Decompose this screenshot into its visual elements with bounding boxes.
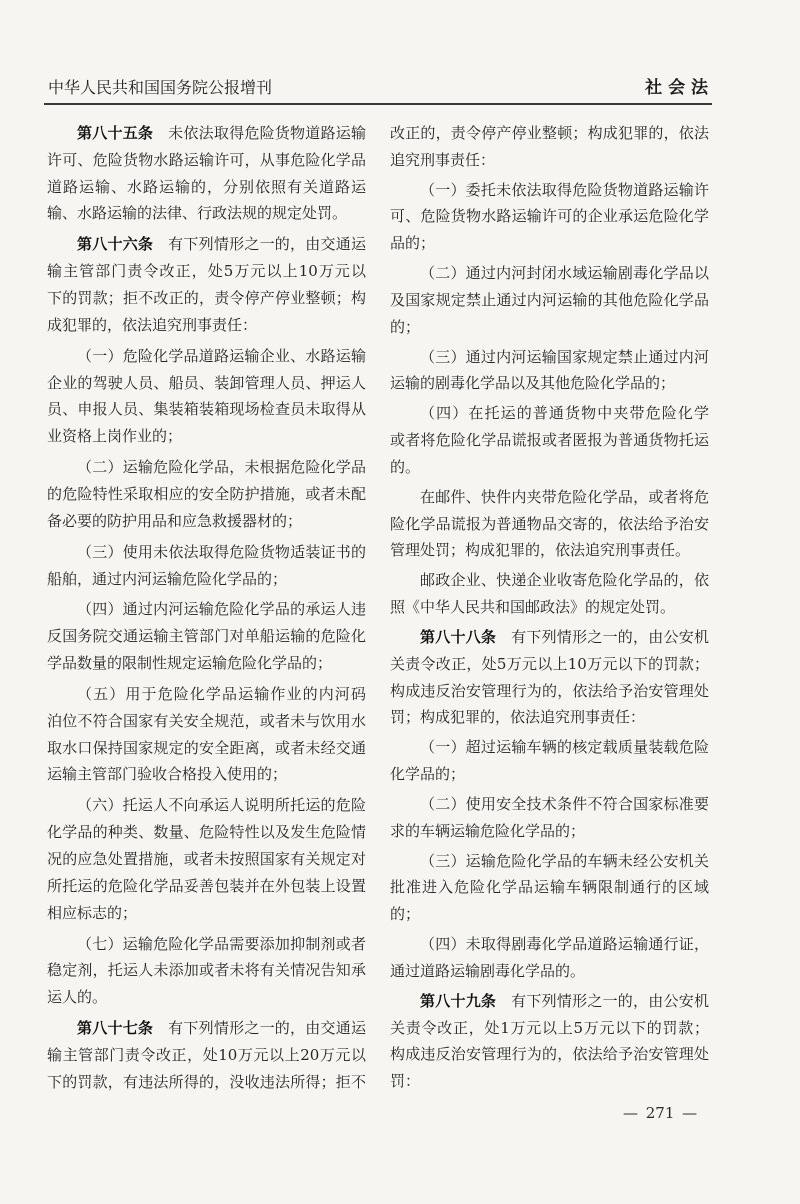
text-line xyxy=(47,708,366,735)
line-text: 化学品的； xyxy=(390,765,466,784)
line-text: 的危险特性采取相应的安全防护措施，或者未配 xyxy=(47,484,366,503)
line-text: 化学品的种类、数量、危险特性以及发生危险情 xyxy=(47,823,366,842)
line-text: 及国家规定禁止通过内河运输的其他危险化学品 xyxy=(390,290,709,309)
text-line xyxy=(390,147,709,174)
text-line xyxy=(390,177,709,204)
text-line xyxy=(390,651,709,678)
line-text: 可、危险货物水路运输许可的企业承运危险化学 xyxy=(390,207,709,226)
line-text: （三）使用未依法取得危险货物适装证书的 xyxy=(77,542,366,561)
right-column xyxy=(390,120,709,1095)
line-text: 学品数量的限制性规定运输危险化学品的； xyxy=(47,654,333,673)
line-text: 况的应急处置措施，或者未按照国家有关规定对 xyxy=(47,850,366,869)
text-line xyxy=(47,623,366,650)
text-line xyxy=(47,846,366,873)
line-text: 有下列情形之一的，由公安机 xyxy=(511,991,709,1010)
line-text: 道路运输、水路运输的，分别依照有关道路运 xyxy=(47,177,366,196)
line-text: 或者将危险化学品谎报或者匿报为普通货物托运 xyxy=(390,431,709,450)
article-number: 第八十七条 xyxy=(77,1019,154,1038)
line-text: 批准进入危险化学品运输车辆限制通行的区域 xyxy=(390,878,709,897)
text-line xyxy=(390,567,709,594)
text-line xyxy=(47,312,366,339)
line-text: 的。 xyxy=(390,457,421,476)
line-text: （七）运输危险化学品需要添加抑制剂或者 xyxy=(77,934,366,953)
line-text: 罚： xyxy=(390,1072,421,1091)
article-number: 第八十八条 xyxy=(420,628,497,646)
text-line xyxy=(390,761,709,788)
paragraph xyxy=(390,791,709,845)
paragraph xyxy=(390,344,709,398)
line-text: 稳定剂，托运人未添加或者未将有关情况告知承 xyxy=(47,961,366,980)
line-text: （五）用于危险化学品运输作业的内河码 xyxy=(77,685,366,704)
text-line xyxy=(390,260,709,287)
line-text: 输、水路运输的法律、行政法规的规定处罚。 xyxy=(47,204,348,223)
line-text: （四）未取得剧毒化学品道路运输通行证， xyxy=(420,935,709,954)
text-line xyxy=(390,287,709,314)
line-text: 输主管部门责令改正，处10万元以上20万元以 xyxy=(47,1045,366,1064)
paragraph xyxy=(47,596,366,676)
text-line xyxy=(47,1069,366,1096)
line-text: （一）危险化学品道路运输企业、水路运输 xyxy=(77,346,366,365)
text-line xyxy=(47,147,366,174)
left-column xyxy=(47,120,366,1096)
text-line xyxy=(390,511,709,538)
text-line xyxy=(390,1068,709,1095)
paragraph xyxy=(47,343,366,450)
text-line xyxy=(390,120,709,147)
text-line xyxy=(390,678,709,705)
text-line xyxy=(47,650,366,677)
text-line xyxy=(390,988,709,1015)
text-line xyxy=(390,848,709,875)
text-line xyxy=(390,958,709,985)
line-text: 追究刑事责任： xyxy=(390,150,496,169)
line-text: （六）托运人不向承运人说明所托运的危险 xyxy=(77,796,366,815)
article-paragraph xyxy=(390,988,709,1095)
text-line xyxy=(47,423,366,450)
line-text: 反国务院交通运输主管部门对单船运输的危险化 xyxy=(47,627,366,646)
line-text: 品的； xyxy=(390,234,436,253)
line-text: （四）通过内河运输危险化学品的承运人违 xyxy=(77,600,366,619)
running-header-title: 中华人民共和国国务院公报增刊 xyxy=(48,78,273,97)
text-line xyxy=(390,624,709,651)
line-text: （二）使用安全技术条件不符合国家标准要 xyxy=(420,794,709,813)
text-line xyxy=(47,761,366,788)
line-text: （一）委托未依法取得危险货物道路运输许 xyxy=(420,180,709,199)
line-text: 相应标志的； xyxy=(47,903,138,922)
line-text: 有下列情形之一的，由交通运 xyxy=(168,235,366,254)
line-text: 下的罚款；拒不改正的，责令停产停业整顿；构 xyxy=(47,288,366,307)
paragraph xyxy=(390,848,709,928)
article-number: 第八十六条 xyxy=(77,235,154,254)
line-text: 员、申报人员、集装箱装箱现场检查员未取得从 xyxy=(47,400,366,419)
line-text: 有下列情形之一的，由交通运 xyxy=(168,1019,366,1038)
line-text: 未依法取得危险货物道路运输 xyxy=(168,124,366,142)
line-text: （三）通过内河运输国家规定禁止通过内河 xyxy=(420,347,709,366)
paragraph xyxy=(390,260,709,340)
line-text: 企业的驾驶人员、船员、装卸管理人员、押运人 xyxy=(47,373,366,392)
line-text: 求的车辆运输危险化学品的； xyxy=(390,821,586,840)
text-line xyxy=(47,900,366,927)
article-paragraph xyxy=(390,624,709,731)
paragraph xyxy=(390,931,709,985)
line-text: 的； xyxy=(390,905,421,924)
article-paragraph xyxy=(47,1015,366,1095)
text-line xyxy=(390,734,709,761)
line-text: 关责令改正，处5万元以上10万元以下的罚款； xyxy=(390,654,709,673)
paragraph xyxy=(47,931,366,1011)
line-text: 输主管部门责令改正，处5万元以上10万元以 xyxy=(47,262,366,281)
article-paragraph xyxy=(47,120,366,227)
paragraph xyxy=(390,400,709,480)
line-text: （二）通过内河封闭水域运输剧毒化学品以 xyxy=(420,264,709,283)
line-text: 罚；构成犯罪的，依法追究刑事责任： xyxy=(390,708,646,727)
text-line xyxy=(47,931,366,958)
text-line xyxy=(390,818,709,845)
line-text: 业资格上岗作业的； xyxy=(47,427,183,446)
line-text: （一）超过运输车辆的核定载质量装载危险 xyxy=(420,738,709,757)
text-line xyxy=(390,704,709,731)
text-line xyxy=(390,484,709,511)
text-line xyxy=(47,792,366,819)
line-text: 关责令改正，处1万元以上5万元以下的罚款； xyxy=(390,1018,709,1037)
text-line xyxy=(47,454,366,481)
text-line xyxy=(47,566,366,593)
line-text: 运人的。 xyxy=(47,988,108,1007)
text-line xyxy=(390,400,709,427)
paragraph xyxy=(390,484,709,564)
section-label: 社 会 法 xyxy=(645,78,708,98)
paragraph xyxy=(47,539,366,593)
line-text: 许可、危险货物水路运输许可，从事危险化学品 xyxy=(47,150,366,169)
line-text: 照《中华人民共和国邮政法》的规定处罚。 xyxy=(390,598,676,617)
line-text: 险化学品谎报为普通物品交寄的，依法给予治安 xyxy=(390,514,709,533)
line-text: 构成违反治安管理行为的，依法给予治安管理处 xyxy=(390,1045,709,1064)
text-line xyxy=(47,1015,366,1042)
line-text: （三）运输危险化学品的车辆未经公安机关 xyxy=(420,851,709,870)
text-line xyxy=(47,957,366,984)
line-text: 邮政企业、快递企业收寄危险化学品的，依 xyxy=(420,571,709,590)
paragraph xyxy=(47,681,366,788)
paragraph xyxy=(390,120,709,174)
text-line xyxy=(390,594,709,621)
text-line xyxy=(47,258,366,285)
text-line xyxy=(47,539,366,566)
line-text: 在邮件、快件内夹带危险化学品，或者将危 xyxy=(420,487,709,506)
text-line xyxy=(47,396,366,423)
text-line xyxy=(390,931,709,958)
line-text: 的； xyxy=(390,317,421,336)
text-line xyxy=(47,735,366,762)
page-number: — 271 — xyxy=(623,1104,698,1122)
line-text: （二）运输危险化学品，未根据危险化学品 xyxy=(77,458,366,477)
text-line xyxy=(47,1042,366,1069)
paragraph xyxy=(390,177,709,257)
text-line xyxy=(47,873,366,900)
line-text: 构成违反治安管理行为的，依法给予治安管理处 xyxy=(390,681,709,700)
text-line xyxy=(47,343,366,370)
text-line xyxy=(47,508,366,535)
text-line xyxy=(390,344,709,371)
header-rule xyxy=(44,103,712,105)
article-number: 第八十九条 xyxy=(420,991,497,1010)
text-line xyxy=(390,427,709,454)
line-text: 船舶，通过内河运输危险化学品的； xyxy=(47,569,288,588)
text-line xyxy=(47,984,366,1011)
text-line xyxy=(47,681,366,708)
line-text: 改正的，责令停产停业整顿；构成犯罪的，依法 xyxy=(390,124,709,142)
text-line xyxy=(47,231,366,258)
text-line xyxy=(390,370,709,397)
line-text: （四）在托运的普通货物中夹带危险化学 xyxy=(420,404,709,423)
paragraph xyxy=(47,792,366,926)
paragraph xyxy=(390,567,709,621)
text-line xyxy=(390,1015,709,1042)
line-text: 备必要的防护用品和应急救援器材的； xyxy=(47,511,303,530)
text-line xyxy=(390,874,709,901)
line-text: 成犯罪的，依法追究刑事责任： xyxy=(47,315,258,334)
line-text: 下的罚款，有违法所得的，没收违法所得；拒不 xyxy=(47,1072,366,1091)
line-text: 取水口保持国家规定的安全距离，或者未经交通 xyxy=(47,738,366,757)
text-line xyxy=(390,314,709,341)
text-line xyxy=(47,200,366,227)
paragraph xyxy=(47,454,366,534)
line-text: 管理处罚；构成犯罪的，依法追究刑事责任。 xyxy=(390,541,691,560)
text-line xyxy=(47,481,366,508)
text-line xyxy=(390,1041,709,1068)
text-line xyxy=(47,819,366,846)
article-paragraph xyxy=(47,231,366,338)
text-line xyxy=(47,596,366,623)
text-line xyxy=(47,285,366,312)
text-line xyxy=(47,174,366,201)
text-line xyxy=(390,454,709,481)
line-text: 运输的剧毒化学品以及其他危险化学品的； xyxy=(390,374,676,393)
line-text: 所托运的危险化学品妥善包装并在外包装上设置 xyxy=(47,876,366,895)
text-line xyxy=(47,370,366,397)
text-line xyxy=(390,791,709,818)
text-line xyxy=(390,230,709,257)
line-text: 泊位不符合国家有关安全规范，或者未与饮用水 xyxy=(47,711,366,730)
text-line xyxy=(390,901,709,928)
line-text: 运输主管部门验收合格投入使用的； xyxy=(47,765,288,784)
text-line xyxy=(47,120,366,147)
article-number: 第八十五条 xyxy=(77,124,154,142)
text-line xyxy=(390,537,709,564)
line-text: 有下列情形之一的，由公安机 xyxy=(511,628,709,646)
paragraph xyxy=(390,734,709,788)
text-line xyxy=(390,203,709,230)
line-text: 通过道路运输剧毒化学品的。 xyxy=(390,961,586,980)
